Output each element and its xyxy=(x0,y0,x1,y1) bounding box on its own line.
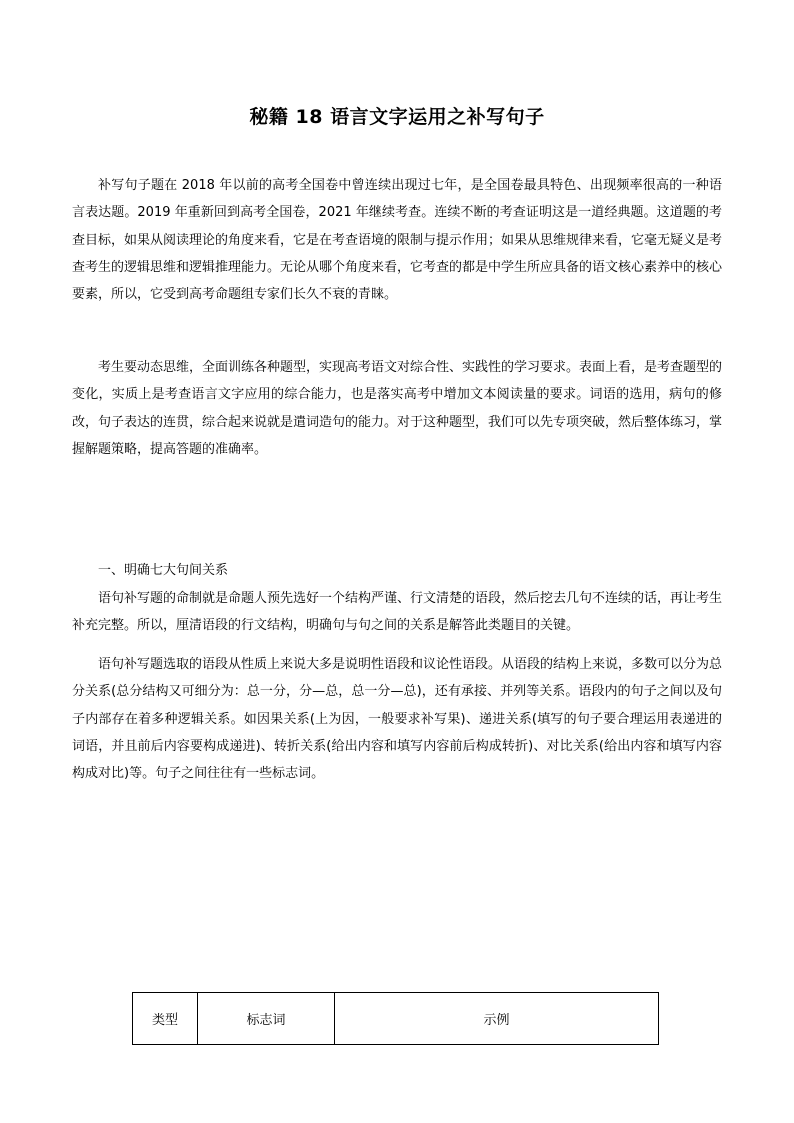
section-paragraph-2: 语句补写题选取的语段从性质上来说大多是说明性语段和议论性语段。从语段的结构上来说，多数可以分为总分关系(总分结构又可细分为：总一分，分—总，总一分—总)，还有承接、并列等关系。语段内的句子之间以及句子内部存在着多种逻辑关系。如因果关系(上为因，一般要求补写果)、递进关系(填写的句子要合理运用表递进的词语，并且前后内容要构成递进)、转折关系(给出内容和填写内容前后构成转折)、对比关系(给出内容和填写内容构成对比)等。句子之间往往有一些标志词。 xyxy=(72,657,723,782)
intro-paragraph: 补写句子题在 2018 年以前的高考全国卷中曾连续出现过七年，是全国卷最具特色、出现频率很高的一种语言表达题。2019 年重新回到高考全国卷，2021 年继续考查。连续不断的考查证明这是一道经典题。这道题的考查目标，如果从阅读理论的角度来看，它是在考查语境的限制与提示作用；如果从思维规律来看，它毫无疑义是考查考生的逻辑思维和逻辑推理能力。无论从哪个角度来看，它考查的都是中学生所应具备的语文核心素养中的核心要素，所以，它受到高考命题组专家们长久不衰的青睐。 xyxy=(72,178,723,303)
header-keywords: 标志词 xyxy=(198,993,335,1045)
document-title: 秘籍 18 语言文字运用之补写句子 xyxy=(249,106,545,128)
table-header-row xyxy=(133,993,659,1045)
keyword-table xyxy=(132,992,659,1045)
strategy-paragraph: 考生要动态思维，全面训练各种题型，实现高考语文对综合性、实践性的学习要求。表面上看，是考查题型的变化，实质上是考查语言文字应用的综合能力，也是落实高考中增加文本阅读量的要求。词语的选用，病句的修改，句子表达的连贯，综合起来说就是遣词造句的能力。对于这种题型，我们可以先专项突破，然后整体练习，掌握解题策略，提高答题的准确率。 xyxy=(72,360,723,457)
header-example: 示例 xyxy=(335,993,659,1045)
section-heading: 一、明确七大句间关系 xyxy=(98,563,229,578)
section-paragraph-1: 语句补写题的命制就是命题人预先选好一个结构严谨、行文清楚的语段，然后挖去几句不连续的话，再让考生补充完整。所以，厘清语段的行文结构，明确句与句之间的关系是解答此类题目的关键。 xyxy=(72,591,723,634)
header-type: 类型 xyxy=(133,993,198,1045)
